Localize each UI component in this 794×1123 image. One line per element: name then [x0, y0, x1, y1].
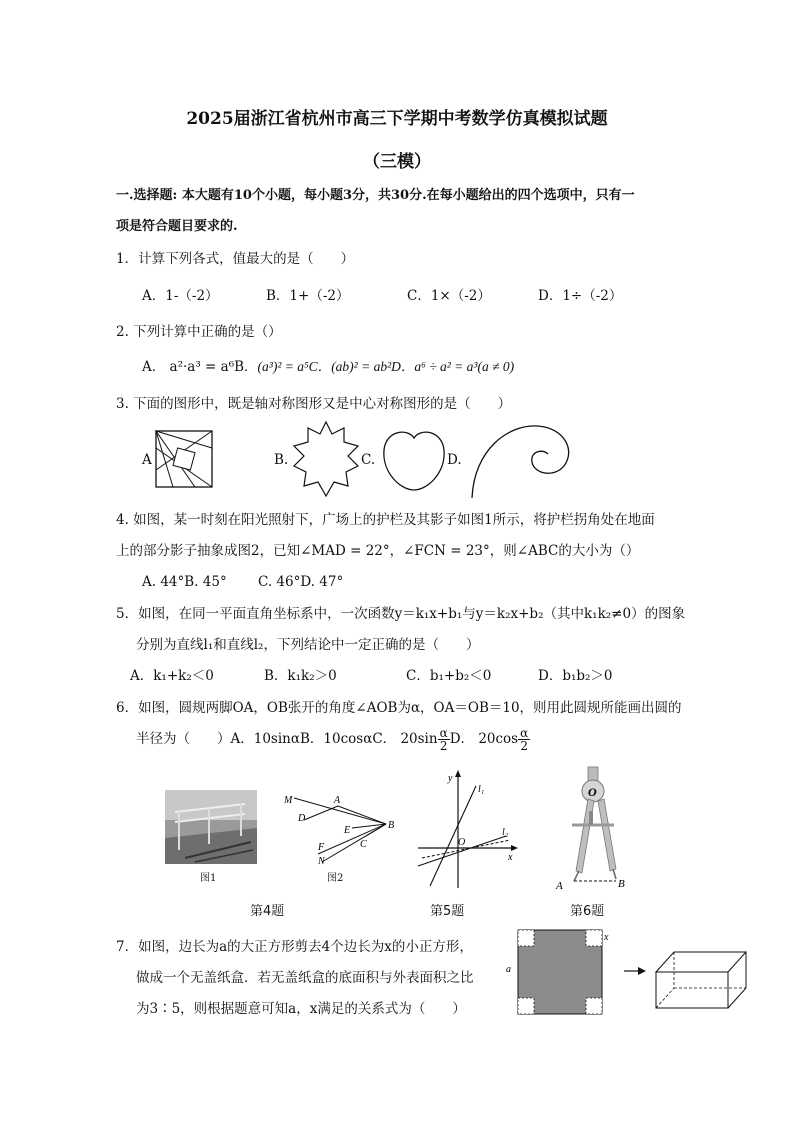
q3-figure-b [290, 420, 362, 500]
q6-option-d-label: D． [449, 731, 475, 747]
fig6-label-o: O [588, 785, 597, 799]
fig2-point-n: N [318, 856, 325, 867]
q4-figure-caption: 第4题 [250, 904, 285, 919]
q6-line1: 6．如图，圆规两脚OA，OB张开的角度∠AOB为α，OA＝OB＝10，则用此圆规所能画出圆的 [116, 700, 682, 716]
q2-stem: 2. 下列计算中正确的是（） [116, 324, 282, 340]
q7-cutout-square [506, 926, 609, 1018]
q5-option-c: C．b₁+b₂＜0 [406, 668, 492, 684]
q4-options: A. 44°B. 45° C. 46°D. 47° [142, 574, 344, 590]
q5-option-b: B．k₁k₂＞0 [264, 668, 337, 684]
q5-option-d: D．b₁b₂＞0 [538, 668, 613, 684]
q2-option-b: (a³)² = a⁵C． [257, 359, 332, 374]
q6-line2-pre: 半径为（ ）A．10sinαB．10cosαC． [136, 731, 397, 747]
q1-option-b: B．1+（-2） [266, 288, 350, 304]
q1-option-d: D．1÷（-2） [538, 288, 623, 304]
q6-option-d-fraction [518, 727, 530, 752]
fig6-label-b: B [618, 878, 625, 890]
q6-figure-caption: 第6题 [570, 904, 605, 919]
q7-line2: 做成一个无盖纸盒．若无盖纸盒的底面积与外表面积之比 [136, 970, 474, 986]
q3-label-a: A [142, 452, 152, 468]
fig5-label-l2: l₂ [502, 827, 509, 838]
q5-option-a: A．k₁+k₂＜0 [130, 668, 214, 684]
q7-label-x: x [604, 932, 609, 943]
fig1-label: 图1 [200, 873, 217, 884]
q4-line2: 上的部分影子抽象成图2，已知∠MAD = 22°，∠FCN = 23°，则∠ABC的大小为（） [116, 543, 640, 559]
q3-figure-a [155, 430, 213, 488]
paper-title: 2025届浙江省杭州市高三下学期中考数学仿真模拟试题 [186, 109, 608, 129]
q6-c-frac-num: α [439, 726, 448, 740]
q7-open-box [654, 948, 750, 1012]
q3-label-b: B. [274, 452, 289, 468]
q6-option-c-coef: 20sin [400, 731, 438, 747]
fig1-railing-photo [165, 790, 257, 864]
q6-line2 [136, 727, 530, 752]
q1-stem: 1．计算下列各式，值最大的是（ ） [116, 251, 355, 267]
q3-figure-d [468, 420, 578, 500]
section-instruction-line1: 一.选择题: 本大题有10个小题，每小题3分，共30分.在每小题给出的四个选项中，只有一 [116, 188, 635, 203]
fig5-label-o: O [458, 837, 466, 848]
q2-option-c: (ab)² = ab²D． [331, 359, 415, 374]
q5-figure-caption: 第5题 [430, 904, 465, 919]
fig2-diagram [282, 790, 402, 874]
fig2-point-d: D [298, 813, 306, 824]
q4-line1: 4. 如图，某一时刻在阳光照射下，广场上的护栏及其影子如图1所示，将护栏拐角处在地面 [116, 512, 655, 528]
fig2-point-m: M [284, 795, 293, 806]
section-instruction-line2: 项是符合题目要求的. [116, 219, 238, 234]
q6-c-frac-den: 2 [439, 739, 448, 753]
fig2-point-e: E [344, 825, 351, 836]
q3-figure-c [380, 428, 448, 492]
fig5-coordinate-plot [414, 770, 520, 890]
q5-line2: 分别为直线l₁和直线l₂，下列结论中一定正确的是（ ） [136, 637, 480, 653]
paper-subtitle: （三模） [363, 152, 431, 172]
fig2-label: 图2 [327, 873, 344, 884]
q2-options [142, 355, 514, 375]
fig2-point-b: B [388, 820, 395, 831]
q7-arrow-icon [624, 965, 648, 977]
q3-label-d: D. [447, 452, 462, 468]
q1-option-a: A．1-（-2） [142, 288, 219, 304]
q1-option-c: C．1×（-2） [407, 288, 491, 304]
fig6-compass [550, 765, 640, 895]
fig5-label-x: x [508, 852, 513, 863]
fig2-point-a: A [334, 795, 341, 806]
fig5-label-y: y [448, 773, 453, 784]
fig6-label-a: A [556, 880, 563, 892]
q5-line1: 5．如图，在同一平面直角坐标系中，一次函数y＝k₁x+b₁与y＝k₂x+b₂（其中k₁k₂≠0）的图象 [116, 606, 686, 622]
fig5-label-l1: l₁ [478, 784, 485, 795]
q7-line3: 为3∶5，则根据题意可知a，x满足的关系式为（ ） [136, 1001, 466, 1017]
q6-option-c-fraction [438, 727, 450, 752]
q6-option-d-coef: 20cos [478, 731, 519, 747]
q3-stem: 3. 下面的图形中，既是轴对称图形又是中心对称图形的是（ ） [116, 396, 512, 412]
q6-d-frac-num: α [520, 726, 529, 740]
q2-option-d: a⁶ ÷ a² = a³(a ≠ 0) [414, 359, 515, 374]
q3-label-c: C. [361, 452, 376, 468]
q7-line1: 7．如图，边长为a的大正方形剪去4个边长为x的小正方形， [116, 939, 473, 955]
q2-option-a: A． a²·a³ = a⁶B． [142, 359, 258, 375]
q6-d-frac-den: 2 [520, 739, 528, 753]
fig2-point-c: C [360, 839, 367, 850]
fig2-point-f: F [318, 842, 325, 853]
q7-label-a: a [506, 964, 511, 975]
